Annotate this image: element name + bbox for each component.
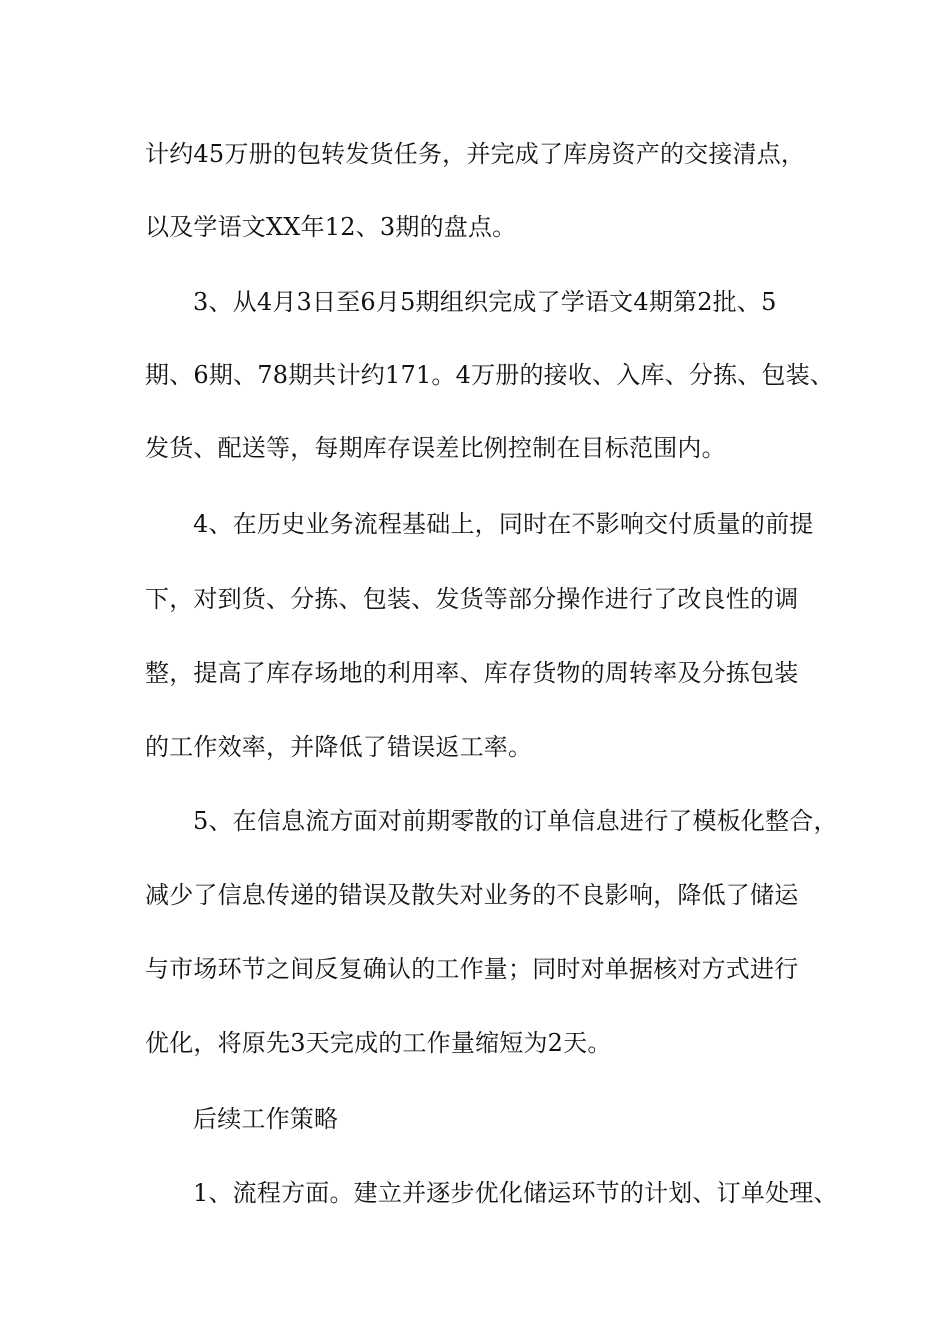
text-line: 与市场环节之间反复确认的工作量；同时对单据核对方式进行 — [145, 955, 799, 983]
paragraph-start-line: 4、在历史业务流程基础上，同时在不影响交付质量的前提 — [193, 510, 814, 538]
text-line: 优化，将原先3天完成的工作量缩短为2天。 — [145, 1029, 612, 1057]
text-line: 减少了信息传递的错误及散失对业务的不良影响，降低了储运 — [145, 881, 799, 909]
text-line: 计约45万册的包转发货任务，并完成了库房资产的交接清点， — [145, 140, 806, 168]
paragraph-start-line: 1、流程方面。建立并逐步优化储运环节的计划、订单处理、 — [193, 1179, 838, 1207]
text-line: 以及学语文XX年12、3期的盘点。 — [145, 213, 517, 241]
text-line: 期、6期、78期共计约171。4万册的接收、入库、分拣、包装、 — [145, 361, 835, 389]
section-heading: 后续工作策略 — [193, 1105, 339, 1133]
text-line: 整，提高了库存场地的利用率、库存货物的周转率及分拣包装 — [145, 659, 799, 687]
text-line: 下，对到货、分拣、包装、发货等部分操作进行了改良性的调 — [145, 585, 799, 613]
paragraph-start-line: 5、在信息流方面对前期零散的订单信息进行了模板化整合， — [193, 807, 838, 835]
text-line: 发货、配送等，每期库存误差比例控制在目标范围内。 — [145, 434, 726, 462]
paragraph-start-line: 3、从4月3日至6月5期组织完成了学语文4期第2批、5 — [193, 288, 777, 316]
text-line: 的工作效率，并降低了错误返工率。 — [145, 733, 533, 761]
